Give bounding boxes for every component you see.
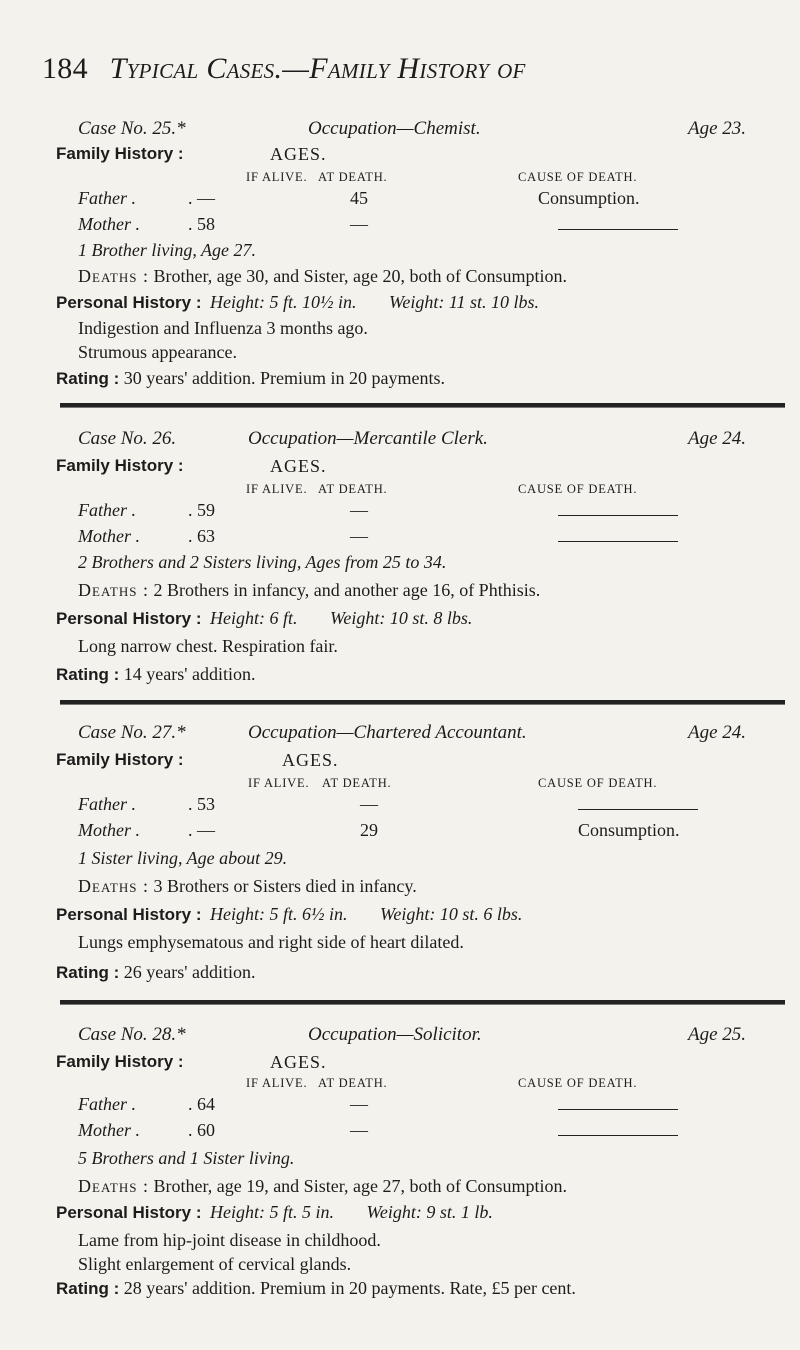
weight: Weight: 10 st. 8 lbs. [330,608,473,628]
father-cause-dash [558,1094,678,1112]
personal-history-line [56,292,539,313]
note-1: Indigestion and Influenza 3 months ago. [78,318,368,338]
father-cause-dash [558,500,678,518]
case-number: Case No. 26. [78,428,177,449]
note-2: Strumous appearance. [78,342,237,362]
at-death-header: AT DEATH. [318,170,388,184]
ages-header: AGES. [270,1052,327,1072]
rating-label: Rating : [56,1279,120,1298]
rating-line [56,962,256,983]
rating-line [56,664,256,685]
personal-history-line [56,608,472,629]
weight: Weight: 10 st. 6 lbs. [380,904,523,924]
ages-header: AGES. [270,144,327,164]
deaths-label: Deaths : [78,580,149,600]
divider-rule [60,700,785,705]
running-title: Typical Cases.—Family History of [109,52,526,85]
height: Height: 5 ft. 6½ in. [210,904,348,924]
father-alive: . 59 [188,500,215,520]
if-alive-header: IF ALIVE. [246,170,308,184]
cause-of-death-header: CAUSE OF DEATH. [518,482,638,496]
deaths-text: Brother, age 30, and Sister, age 20, both of Consumption. [153,266,567,286]
ages-header: AGES. [270,456,327,476]
deaths-line [78,876,417,897]
family-history-label: Family History : [56,1052,184,1071]
cause-of-death-header: CAUSE OF DEATH. [518,1076,638,1090]
father-alive: . 64 [188,1094,215,1114]
note-1: Lame from hip-joint disease in childhood. [78,1230,381,1250]
father-death: — [360,794,378,814]
siblings: 1 Brother living, Age 27. [78,240,256,260]
mother-death: — [350,526,368,546]
if-alive-header: IF ALIVE. [246,482,308,496]
father-label: Father . [78,1094,136,1114]
father-death: 45 [350,188,368,208]
running-header [42,52,762,86]
note-2: Slight enlargement of cervical glands. [78,1254,352,1274]
siblings: 1 Sister living, Age about 29. [78,848,288,868]
case-number: Case No. 27.* [78,722,186,743]
father-alive: . 53 [188,794,215,814]
mother-label: Mother . [78,820,140,840]
at-death-header: AT DEATH. [322,776,392,790]
cause-of-death-header: CAUSE OF DEATH. [518,170,638,184]
height: Height: 5 ft. 10½ in. [210,292,357,312]
siblings: 2 Brothers and 2 Sisters living, Ages from 25 to 34. [78,552,447,572]
age: Age 24. [688,722,747,743]
mother-label: Mother . [78,1120,140,1140]
occupation: Occupation—Chemist. [308,118,481,139]
deaths-line [78,580,540,601]
personal-history-label: Personal History : [56,609,202,628]
personal-history-label: Personal History : [56,293,202,312]
deaths-text: Brother, age 19, and Sister, age 27, both of Consumption. [153,1176,567,1196]
ages-header: AGES. [282,750,339,770]
note-1: Lungs emphysematous and right side of heart dilated. [78,932,464,952]
father-alive: . — [188,188,215,208]
mother-alive: . 58 [188,214,215,234]
mother-cause-dash [558,526,678,544]
weight: Weight: 9 st. 1 lb. [366,1202,493,1222]
rating-label: Rating : [56,665,120,684]
mother-alive: . — [188,820,215,840]
weight: Weight: 11 st. 10 lbs. [389,292,540,312]
occupation: Occupation—Mercantile Clerk. [248,428,488,449]
case-number: Case No. 25.* [78,118,186,139]
father-death: — [350,500,368,520]
father-label: Father . [78,500,136,520]
personal-history-label: Personal History : [56,1203,202,1222]
mother-cause-dash [558,214,678,232]
note-1: Long narrow chest. Respiration fair. [78,636,338,656]
rating-text: 28 years' addition. Premium in 20 payments. Rate, £5 per cent. [123,1278,576,1298]
divider-rule [60,1000,785,1005]
occupation: Occupation—Chartered Accountant. [248,722,527,743]
if-alive-header: IF ALIVE. [248,776,310,790]
siblings: 5 Brothers and 1 Sister living. [78,1148,295,1168]
deaths-label: Deaths : [78,1176,149,1196]
personal-history-line [56,1202,493,1223]
mother-death: — [350,214,368,234]
age: Age 25. [688,1024,747,1045]
divider-rule [60,403,785,408]
family-history-label: Family History : [56,750,184,769]
personal-history-line [56,904,522,925]
deaths-text: 2 Brothers in infancy, and another age 16, of Phthisis. [153,580,541,600]
rating-text: 14 years' addition. [123,664,256,684]
cause-of-death-header: CAUSE OF DEATH. [538,776,658,790]
deaths-text: 3 Brothers or Sisters died in infancy. [153,876,417,896]
occupation: Occupation—Solicitor. [308,1024,482,1045]
mother-label: Mother . [78,526,140,546]
mother-alive: . 60 [188,1120,215,1140]
father-death: — [350,1094,368,1114]
deaths-label: Deaths : [78,876,149,896]
rating-line [56,368,445,389]
mother-alive: . 63 [188,526,215,546]
father-cause-dash [578,794,698,812]
mother-cause: Consumption. [578,820,680,840]
rating-text: 30 years' addition. Premium in 20 payments. [123,368,445,388]
family-history-label: Family History : [56,144,184,163]
height: Height: 5 ft. 5 in. [210,1202,334,1222]
father-label: Father . [78,188,136,208]
father-label: Father . [78,794,136,814]
mother-death: 29 [360,820,378,840]
if-alive-header: IF ALIVE. [246,1076,308,1090]
rating-line [56,1278,576,1299]
family-history-label: Family History : [56,456,184,475]
mother-death: — [350,1120,368,1140]
mother-cause-dash [558,1120,678,1138]
deaths-line [78,1176,567,1197]
deaths-line [78,266,567,287]
age: Age 24. [688,428,747,449]
rating-label: Rating : [56,963,120,982]
mother-label: Mother . [78,214,140,234]
father-cause: Consumption. [538,188,640,208]
deaths-label: Deaths : [78,266,149,286]
at-death-header: AT DEATH. [318,482,388,496]
at-death-header: AT DEATH. [318,1076,388,1090]
personal-history-label: Personal History : [56,905,202,924]
rating-label: Rating : [56,369,120,388]
height: Height: 6 ft. [210,608,298,628]
rating-text: 26 years' addition. [123,962,256,982]
age: Age 23. [688,118,747,139]
case-number: Case No. 28.* [78,1024,186,1045]
page-number: 184 [42,52,88,85]
